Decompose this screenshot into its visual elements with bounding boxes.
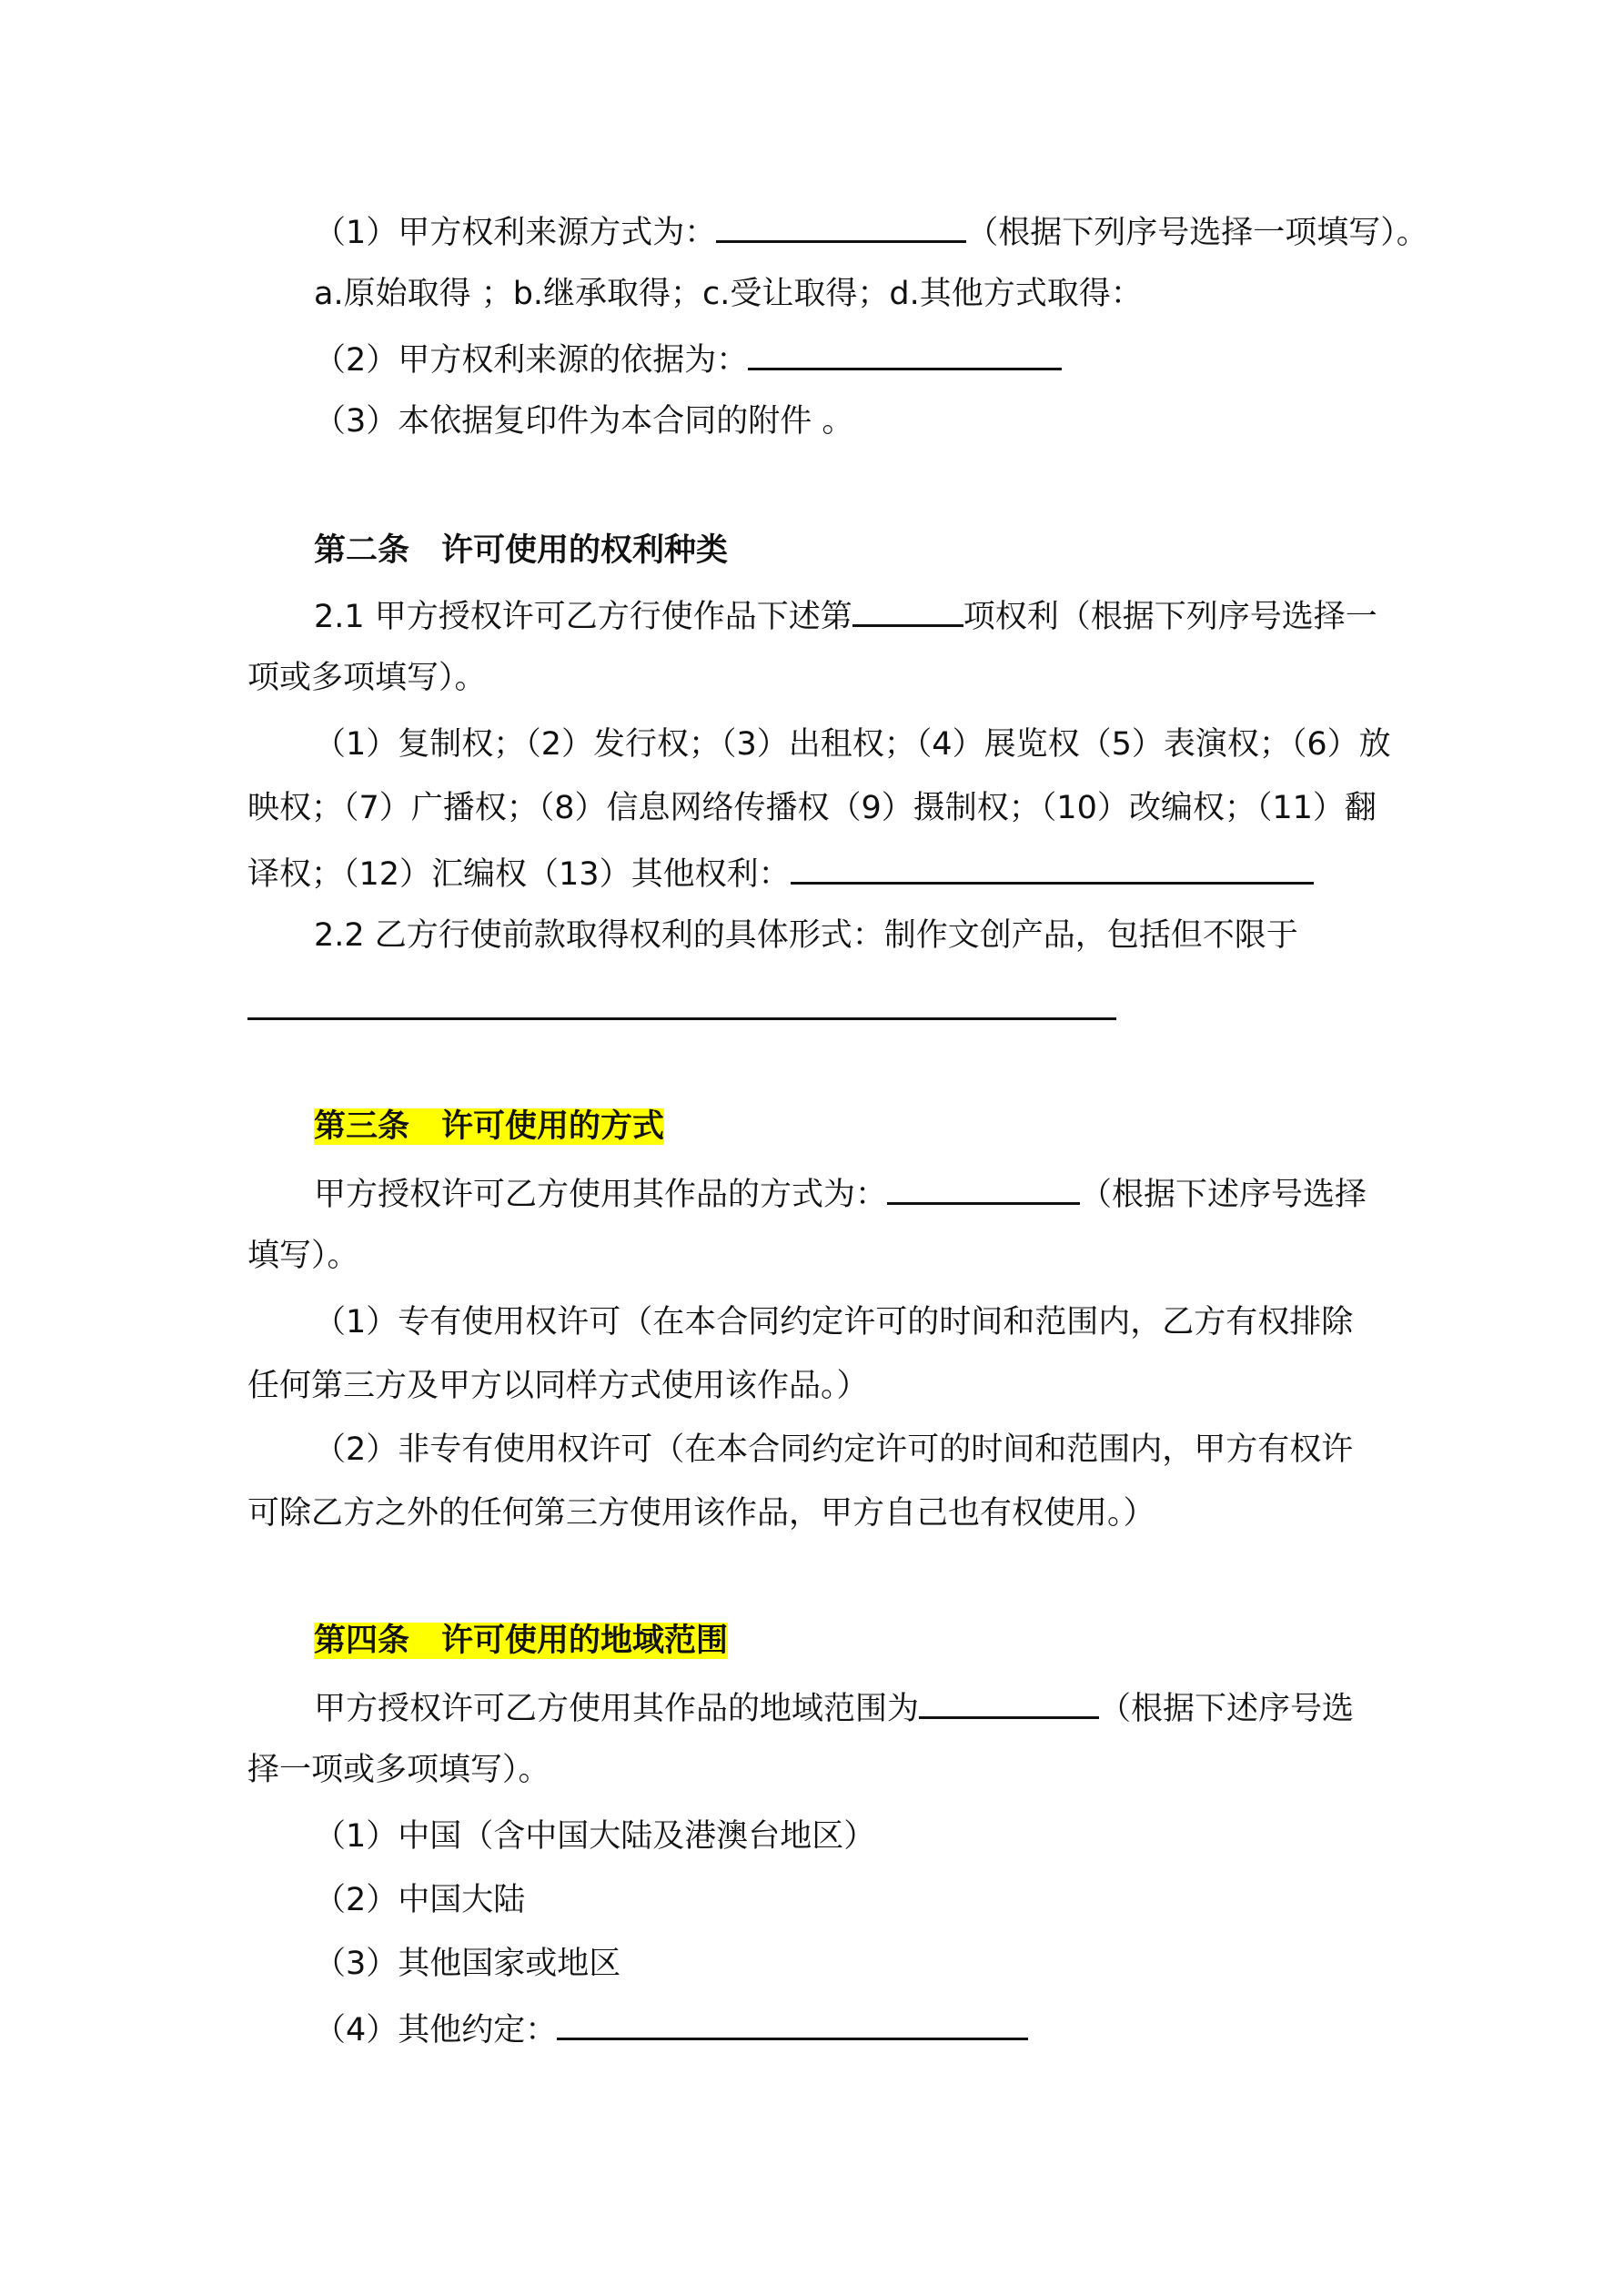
rights-list-line-1: （1）复制权；（2）发行权；（3）出租权；（4）展览权（5）表演权；（6）放 <box>314 726 1391 763</box>
source-method-text: （1）甲方权利来源方式为： <box>314 215 717 251</box>
exclusive-license-line-2: 任何第三方及甲方以同样方式使用该作品。） <box>247 1368 869 1404</box>
usage-method-text: 甲方授权许可乙方使用其作品的方式为： <box>314 1177 888 1213</box>
clause-2-1-text: 2.1 甲方授权许可乙方行使作品下述第 <box>314 599 852 635</box>
territory-option-4 <box>314 2007 1028 2051</box>
territory-option-2: （2）中国大陆 <box>314 1882 526 1918</box>
article-2-heading: 第二条 许可使用的权利种类 <box>314 532 729 569</box>
territory-text: 甲方授权许可乙方使用其作品的地域范围为 <box>314 1691 920 1727</box>
article-3-heading <box>314 1106 664 1148</box>
usage-method-line <box>314 1171 1367 1216</box>
exclusive-license-line-1: （1）专有使用权许可（在本合同约定许可的时间和范围内，乙方有权排除 <box>314 1304 1354 1340</box>
attachment-line: （3）本依据复印件为本合同的附件 。 <box>314 403 854 440</box>
clause-2-1-cont: 项或多项填写）。 <box>247 660 487 696</box>
article-4-heading <box>314 1620 728 1662</box>
clause-2-1-note: 项权利（根据下列序号选择一 <box>963 599 1377 635</box>
nonexclusive-license-line-2: 可除乙方之外的任何第三方使用该作品，甲方自己也有权使用。） <box>247 1495 1155 1532</box>
source-basis-line <box>314 337 1062 381</box>
blank-field <box>887 1171 1080 1205</box>
other-rights-text: 译权；（12）汇编权（13）其他权利： <box>247 856 791 893</box>
source-method-line <box>314 209 1428 254</box>
blank-field <box>716 209 966 243</box>
blank-field <box>791 851 1314 885</box>
territory-option-3: （3）其他国家或地区 <box>314 1946 621 1982</box>
clause-2-2-line: 2.2 乙方行使前款取得权利的具体形式：制作文创产品，包括但不限于 <box>314 917 1298 954</box>
blank-field <box>919 1685 1099 1719</box>
article-4-heading-text: 第四条 许可使用的地域范围 <box>314 1623 729 1659</box>
source-options-line: a.原始取得 ；b.继承取得；c.受让取得；d.其他方式取得： <box>314 276 1143 312</box>
blank-field <box>852 593 963 627</box>
territory-note: （根据下述序号选 <box>1099 1691 1355 1727</box>
blank-field <box>557 2007 1028 2040</box>
usage-method-note: （根据下述序号选择 <box>1080 1177 1367 1213</box>
territory-line <box>314 1685 1354 1730</box>
rights-list-line-2: 映权；（7）广播权；（8）信息网络传播权（9）摄制权；（10）改编权；（11）翻 <box>247 790 1377 826</box>
article-3-heading-text: 第三条 许可使用的方式 <box>314 1108 665 1145</box>
usage-method-cont: 填写）。 <box>247 1238 359 1274</box>
source-basis-text: （2）甲方权利来源的依据为： <box>314 342 749 379</box>
territory-cont: 择一项或多项填写）。 <box>247 1752 550 1788</box>
nonexclusive-license-line-1: （2）非专有使用权许可（在本合同约定许可的时间和范围内，甲方有权许 <box>314 1431 1354 1468</box>
source-method-note: （根据下列序号选择一项填写）。 <box>966 215 1428 251</box>
clause-2-1-line <box>314 593 1377 638</box>
territory-option-1: （1）中国（含中国大陆及港澳台地区） <box>314 1818 876 1855</box>
other-agreement-text: （4）其他约定： <box>314 2012 558 2048</box>
clause-2-2-blank <box>247 1017 1116 1020</box>
blank-field <box>748 337 1062 370</box>
rights-list-line-3 <box>247 851 1314 895</box>
